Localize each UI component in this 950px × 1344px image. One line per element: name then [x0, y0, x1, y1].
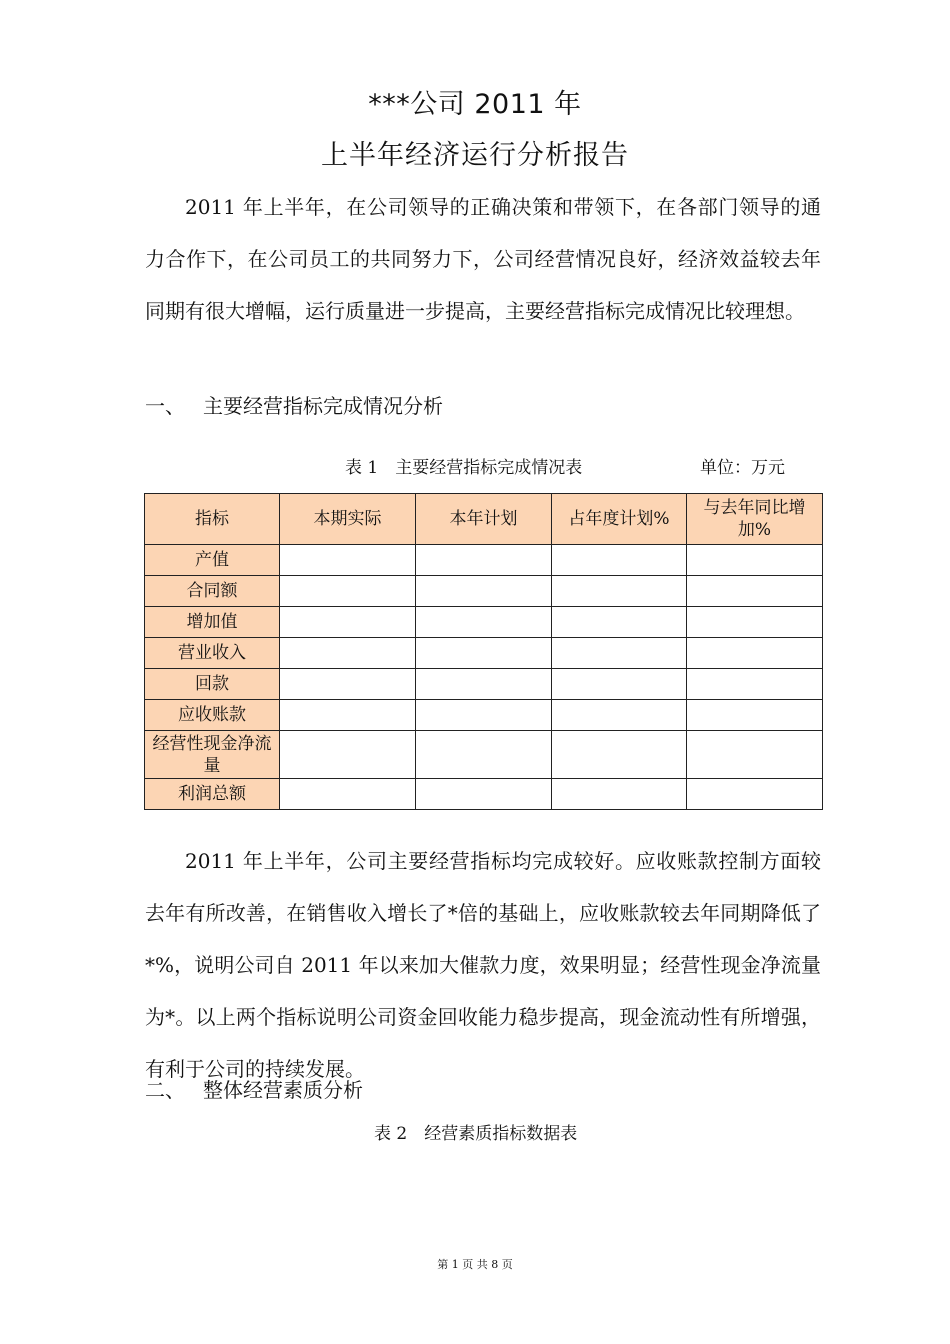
- table-row: [145, 669, 823, 700]
- section1-heading: [145, 391, 443, 421]
- table-cell: [416, 638, 552, 669]
- page-footer: 第 1 页 共 8 页: [437, 1258, 513, 1271]
- table-cell: [552, 638, 687, 669]
- table-cell: [687, 669, 823, 700]
- table-cell: [552, 607, 687, 638]
- table-cell: [687, 779, 823, 810]
- section1-title: 主要经营指标完成情况分析: [203, 394, 443, 418]
- table-cell: [552, 576, 687, 607]
- table-cell: [416, 545, 552, 576]
- indicator-table: [144, 493, 823, 810]
- table-cell: [552, 669, 687, 700]
- table-cell: [687, 700, 823, 731]
- table-cell: [552, 779, 687, 810]
- table-cell: [416, 731, 552, 779]
- analysis-paragraph: 2011 年上半年，公司主要经营指标均完成较好。应收账款控制方面较去年有所改善，在销售收入增长了*倍的基础上，应收账款较去年同期降低了*%，说明公司自 2011 年以来加大催款力度，效果明显；经营性现金净流量为*。以上两个指标说明公司资金回收能力稳步提高，现金流动性有所增强，有利于公司的持续发展。: [145, 849, 821, 1081]
- row-label: 利润总额: [145, 779, 280, 810]
- header-cell: 与去年同比增加%: [687, 494, 823, 545]
- section2-title: 整体经营素质分析: [203, 1078, 363, 1102]
- table-cell: [687, 545, 823, 576]
- table-row: [145, 576, 823, 607]
- table-row: [145, 731, 823, 779]
- section1-number: 一、: [145, 394, 185, 418]
- table-row: [145, 779, 823, 810]
- row-label: 产值: [145, 545, 280, 576]
- header-cell: 本期实际: [280, 494, 416, 545]
- header-cell: 占年度计划%: [552, 494, 687, 545]
- table-cell: [280, 700, 416, 731]
- section2-number: 二、: [145, 1078, 185, 1102]
- table-cell: [280, 607, 416, 638]
- table-cell: [416, 779, 552, 810]
- table-cell: [687, 607, 823, 638]
- table-header-row: [145, 494, 823, 545]
- row-label: 合同额: [145, 576, 280, 607]
- table-cell: [552, 700, 687, 731]
- table-cell: [552, 545, 687, 576]
- row-label: 营业收入: [145, 638, 280, 669]
- table-cell: [552, 731, 687, 779]
- header-cell: 本年计划: [416, 494, 552, 545]
- table-cell: [280, 669, 416, 700]
- table1-unit: 单位：万元: [700, 458, 785, 478]
- table-row: [145, 607, 823, 638]
- row-label: 经营性现金净流量: [145, 731, 280, 779]
- table-cell: [416, 607, 552, 638]
- table-cell: [416, 700, 552, 731]
- table-cell: [416, 576, 552, 607]
- table-row: [145, 638, 823, 669]
- document-title-line1: ***公司 2011 年: [368, 89, 582, 120]
- table-cell: [280, 576, 416, 607]
- table-cell: [280, 731, 416, 779]
- section2-heading: [145, 1075, 363, 1105]
- table-cell: [687, 576, 823, 607]
- intro-paragraph: 2011 年上半年，在公司领导的正确决策和带领下，在各部门领导的通力合作下，在公司员工的共同努力下，公司经营情况良好，经济效益较去年同期有很大增幅，运行质量进一步提高，主要经营指标完成情况比较理想。: [145, 195, 821, 323]
- table-cell: [280, 545, 416, 576]
- table2-caption: 表 2 经营素质指标数据表: [374, 1124, 578, 1144]
- table-cell: [280, 638, 416, 669]
- table-cell: [687, 731, 823, 779]
- table-row: [145, 700, 823, 731]
- row-label: 应收账款: [145, 700, 280, 731]
- table1-caption: 表 1 主要经营指标完成情况表: [345, 458, 583, 478]
- document-title-line2: 上半年经济运行分析报告: [321, 140, 629, 171]
- table-cell: [280, 779, 416, 810]
- row-label: 回款: [145, 669, 280, 700]
- table-cell: [416, 669, 552, 700]
- row-label: 增加值: [145, 607, 280, 638]
- table-row: [145, 545, 823, 576]
- header-cell: 指标: [145, 494, 280, 545]
- table-cell: [687, 638, 823, 669]
